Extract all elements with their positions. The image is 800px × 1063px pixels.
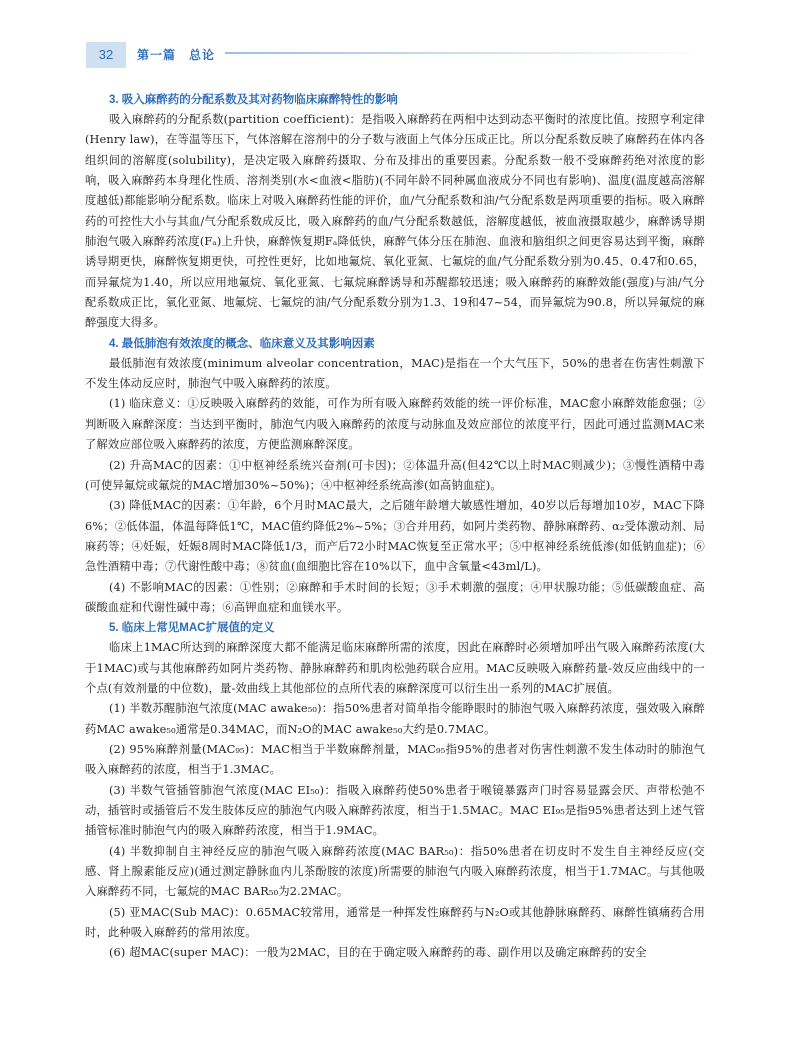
section-5-item-3: (3) 半数气管插管肺泡气浓度(MAC EI₅₀)：指吸入麻醉药使50%患者于喉镜暴露声门时容易显露会厌、声带松弛不动，插管时或插管后不发生肢体反应的肺泡气内吸入麻醉药浓度，相当于1.5MAC。MAC EI₉₅是指95%患者达到上述气管插管标准时肺泡气内的吸入麻醉药浓度，相当于1.9MAC。 — [85, 783, 705, 838]
section-5-item-1: (1) 半数苏醒肺泡气浓度(MAC awake₅₀)：指50%患者对简单指令能睁眼时的肺泡气吸入麻醉药浓度，强效吸入麻醉药MAC awake₅₀通常是0.34MAC，而N₂O的MAC awake₅₀大约是0.7MAC。 — [85, 702, 705, 736]
page-body — [85, 90, 705, 964]
section-5-heading: 5. 临床上常见MAC扩展值的定义 — [109, 622, 275, 635]
section-4-no-effect-factors: (4) 不影响MAC的因素：①性别；②麻醉和手术时间的长短；③手术刺激的强度；④甲状腺功能；⑤低碳酸血症、高碳酸血症和代谢性碱中毒；⑥高钾血症和血镁水平。 — [85, 580, 705, 614]
section-5-intro: 临床上1MAC所达到的麻醉深度大都不能满足临床麻醉所需的浓度，因此在麻醉时必须增加呼出气吸入麻醉药浓度(大于1MAC)或与其他麻醉药如阿片类药物、静脉麻醉药和肌肉松弛药联合应用。MAC反映吸入麻醉药量-效反应曲线中的一个点(有效剂量的中位数)，量-效曲线上其他部位的点所代表的麻醉深度可以衍生出一系列的MAC扩展值。 — [85, 641, 705, 695]
section-5-item-2: (2) 95%麻醉剂量(MAC₉₅)：MAC相当于半数麻醉剂量，MAC₉₅指95%的患者对伤害性刺激不发生体动时的肺泡气吸入麻醉药的浓度，相当于1.3MAC。 — [85, 742, 705, 777]
page-number: 32 — [86, 42, 126, 68]
section-5-item-4: (4) 半数抑制自主神经反应的肺泡气吸入麻醉药浓度(MAC BAR₅₀)：指50%患者在切皮时不发生自主神经反应(交感、肾上腺素能反应)(通过测定静脉血内儿茶酚胺的浓度)所需要的肺泡气内吸入麻醉药浓度，相当于1.7MAC。与其他吸入麻醉药不同，七氟烷的MAC BAR₅₀为2.2MAC。 — [85, 844, 705, 899]
section-4-heading: 4. 最低肺泡有效浓度的概念、临床意义及其影响因素 — [109, 337, 375, 350]
section-4-clinical-significance: (1) 临床意义：①反映吸入麻醉药的效能，可作为所有吸入麻醉药效能的统一评价标准，MAC愈小麻醉效能愈强；②判断吸入麻醉深度：当达到平衡时，肺泡气内吸入麻醉药的浓度与动脉血及效应部位的浓度平行，因此可通过监测MAC来了解效应部位吸入麻醉药的浓度，方便监测麻醉深度。 — [85, 397, 705, 452]
section-3-heading: 3. 吸入麻醉药的分配系数及其对药物临床麻醉特性的影响 — [109, 94, 398, 106]
section-4-increase-factors: (2) 升高MAC的因素：①中枢神经系统兴奋剂(可卡因)；②体温升高(但42℃以上时MAC则减少)；③慢性酒精中毒(可使异氟烷或氟烷的MAC增加30%~50%)；④中枢神经系统高渗(如高钠血症)。 — [85, 458, 705, 492]
section-5-item-6: (6) 超MAC(super MAC)：一般为2MAC，目的在于确定吸入麻醉药的毒、副作用以及确定麻醉药的安全 — [109, 946, 647, 960]
section-4-definition: 最低肺泡有效浓度(minimum alveolar concentration，MAC)是指在一个大气压下，50%的患者在伤害性刺激下不发生体动反应时，肺泡气中吸入麻醉药的浓度。 — [85, 356, 705, 391]
page-header — [0, 42, 800, 72]
section-5-item-5: (5) 亚MAC(Sub MAC)：0.65MAC较常用，通常是一种挥发性麻醉药与N₂O或其他静脉麻醉药、麻醉性镇痛药合用时，此种吸入麻醉药的常用浓度。 — [85, 905, 705, 940]
section-4-decrease-factors: (3) 降低MAC的因素：①年龄，6个月时MAC最大，之后随年龄增大敏感性增加，40岁以后每增加10岁，MAC下降6%；②低体温，体温每降低1℃，MAC值约降低2%~5%；③合并用药，如阿片类药物、静脉麻醉药、α₂受体激动剂、局麻药等；④妊娠，妊娠8周时MAC降低1/3，而产后72小时MAC恢复至正常水平；⑤中枢神经系统低渗(如低钠血症)；⑥急性酒精中毒；⑦代谢性酸中毒；⑧贫血(血细胞比容在10%以下，血中含氧量<43ml/L)。 — [85, 499, 705, 574]
header-divider — [225, 52, 705, 54]
part-title: 第一篇 总论 — [137, 48, 216, 62]
section-3-paragraph-1: 吸入麻醉药的分配系数(partition coefficient)：是指吸入麻醉药在两相中达到动态平衡时的浓度比值。按照亨利定律(Henry law)，在等温等压下，气体溶解在溶剂中的分子数与液面上气体分压成正比。所以分配系数反映了麻醉药在体内各组织间的溶解度(solubility)，是决定吸入麻醉药摄取、分布及排出的重要因素。分配系数一般不受麻醉药绝对浓度的影响，吸入麻醉药本身理化性质、溶剂类别(水<血液<脂肪)(不同年龄不同种属血液成分不同也有影响)、温度(温度越高溶解度越低)都能影响分配系数。临床上对吸入麻醉药性能的评价，血/气分配系数和油/气分配系数是两项重要的指标。吸入麻醉药的可控性大小与其血/气分配系数成反比，吸入麻醉药的血/气分配系数越低，溶解度越低，被血液摄取越少，麻醉诱导期肺泡气吸入麻醉药浓度(Fₐ)上升快，麻醉恢复期Fₐ降低快，麻醉气体分压在肺泡、血液和脑组织之间更容易达到平衡，麻醉诱导期更快，麻醉恢复期更快，可控性更好，比如地氟烷、氧化亚氮、七氟烷的血/气分配系数分别为0.45、0.47和0.65，而异氟烷为1.40，所以应用地氟烷、氧化亚氮、七氟烷麻醉诱导和苏醒都较迅速；吸入麻醉药的麻醉效能(强度)与油/气分配系数成正比，氧化亚氮、地氟烷、七氟烷的油/气分配系数分别为1.3、19和47~54，而异氟烷为90.8，所以异氟烷的麻醉强度大得多。 — [85, 113, 705, 330]
